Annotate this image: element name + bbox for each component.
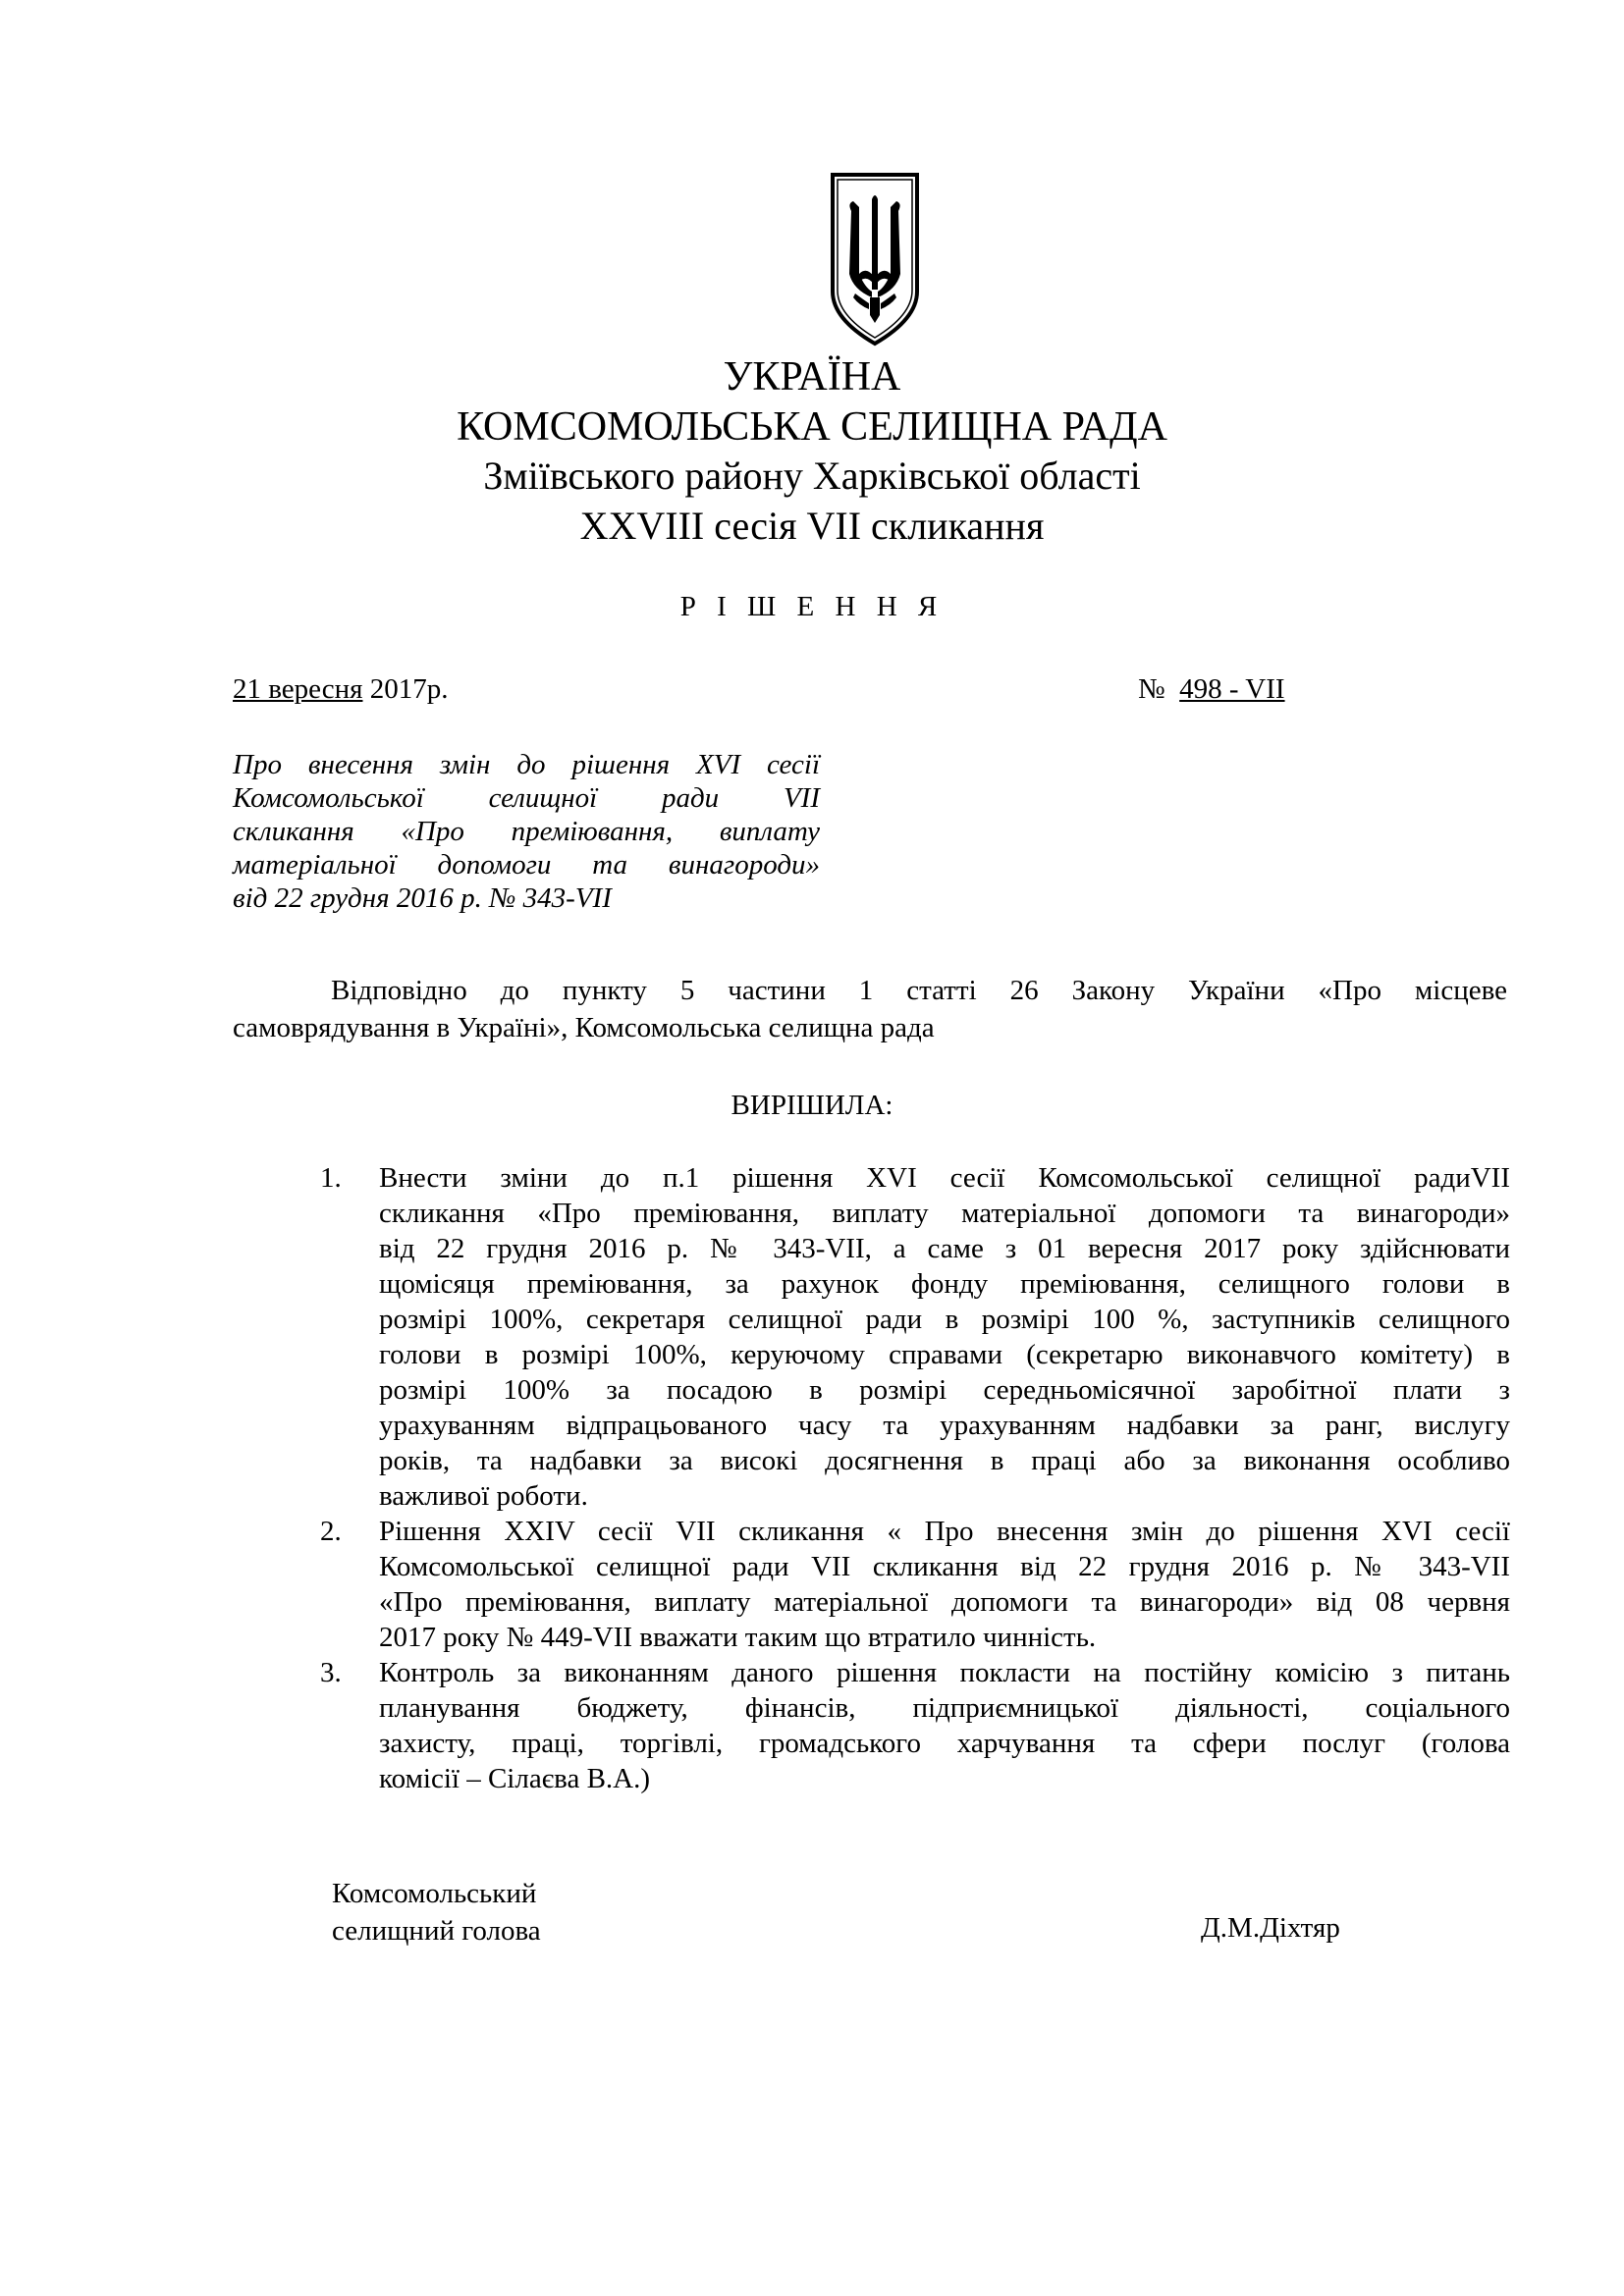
signatory-title <box>332 1875 541 1949</box>
item-line: років, та надбавки за високі досягнення в праці або за виконання особливо <box>379 1445 1510 1476</box>
resolved-heading: ВИРІШИЛА: <box>731 1090 893 1121</box>
subject-line: Комсомольської селищної ради VII <box>233 782 820 814</box>
item-line: голови в розмірі 100%, керуючому справами (секретарю виконавчого комітету) в <box>379 1339 1510 1370</box>
preamble <box>233 972 1507 1046</box>
number-prefix: № <box>1138 673 1180 705</box>
item-number: 2. <box>320 1516 342 1547</box>
item-line: Контроль за виконанням даного рішення покласти на постійну комісію з питань <box>379 1657 1510 1688</box>
country-heading: УКРАЇНА <box>723 354 901 400</box>
item-line: розмірі 100% за посадою в розмірі середньомісячної заробітної плати з <box>379 1374 1510 1406</box>
item-line: 2017 року № 449-VII вважати таким що втратило чинність. <box>379 1622 1097 1653</box>
item-line: від 22 грудня 2016 р. № 343-VII, а саме з 01 вересня 2017 року здійснювати <box>379 1233 1510 1264</box>
item-line: планування бюджету, фінансів, підприємницької діяльності, соціального <box>379 1692 1510 1724</box>
item-line: важливої роботи. <box>379 1480 588 1512</box>
council-heading: КОМСОМОЛЬСЬКА СЕЛИЩНА РАДА <box>457 404 1167 450</box>
item-line: «Про преміювання, виплату матеріальної допомоги та винагороди» від 08 червня <box>379 1586 1510 1618</box>
item-number: 3. <box>320 1657 342 1688</box>
subject-line: скликання «Про преміювання, виплату <box>233 816 820 847</box>
item-line: Комсомольської селищної ради VII скликання від 22 грудня 2016 р. № 343-VII <box>379 1551 1510 1582</box>
signatory-title-line: Комсомольський <box>332 1878 537 1909</box>
preamble-line: самоврядування в Україні», Комсомольська селищна рада <box>233 1012 935 1043</box>
signatory-title-line: селищний голова <box>332 1915 541 1947</box>
subject-line: Про внесення змін до рішення XVI сесії <box>233 749 820 780</box>
list-item <box>320 1160 1510 1514</box>
number-value: 498 - VII <box>1179 673 1285 705</box>
item-number: 1. <box>320 1162 342 1194</box>
preamble-line: Відповідно до пункту 5 частини 1 статті 26 Закону України «Про місцеве <box>331 975 1507 1006</box>
item-line: скликання «Про преміювання, виплату матеріальної допомоги та винагороди» <box>379 1198 1510 1229</box>
decision-date <box>233 673 448 706</box>
trident-coat-of-arms-icon <box>830 172 920 347</box>
document-type-heading: Р І Ш Е Н Н Я <box>679 591 945 622</box>
decision-items-list <box>320 1160 1510 1796</box>
decision-number <box>1138 673 1285 706</box>
date-day-month: 21 вересня <box>233 673 363 705</box>
date-year: 2017р. <box>362 673 449 705</box>
item-line: захисту, праці, торгівлі, громадського харчування та сфери послуг (голова <box>379 1728 1510 1759</box>
item-line: урахуванням відпрацьованого часу та урахуванням надбавки за ранг, вислугу <box>379 1410 1510 1441</box>
session-heading: XXVIII сесія VII скликання <box>579 504 1045 548</box>
item-line: Рішення XXIV сесії VII скликання « Про внесення змін до рішення XVI сесії <box>379 1516 1510 1547</box>
decision-subject <box>233 748 820 915</box>
region-heading: Зміївського району Харківської області <box>483 454 1141 498</box>
signatory-name: Д.М.Діхтяр <box>1201 1912 1340 1944</box>
subject-line: матеріальної допомоги та винагороди» <box>233 849 820 881</box>
item-line: Внести зміни до п.1 рішення XVI сесії Комсомольської селищної радиVII <box>379 1162 1510 1194</box>
item-line: розмірі 100%, секретаря селищної ради в розмірі 100 %, заступників селищного <box>379 1304 1510 1335</box>
list-item <box>320 1514 1510 1655</box>
item-line: комісії – Сілаєва В.А.) <box>379 1763 651 1794</box>
subject-line: від 22 грудня 2016 р. № 343-VII <box>233 882 612 914</box>
item-line: щомісяця преміювання, за рахунок фонду преміювання, селищного голови в <box>379 1268 1510 1300</box>
list-item <box>320 1655 1510 1796</box>
